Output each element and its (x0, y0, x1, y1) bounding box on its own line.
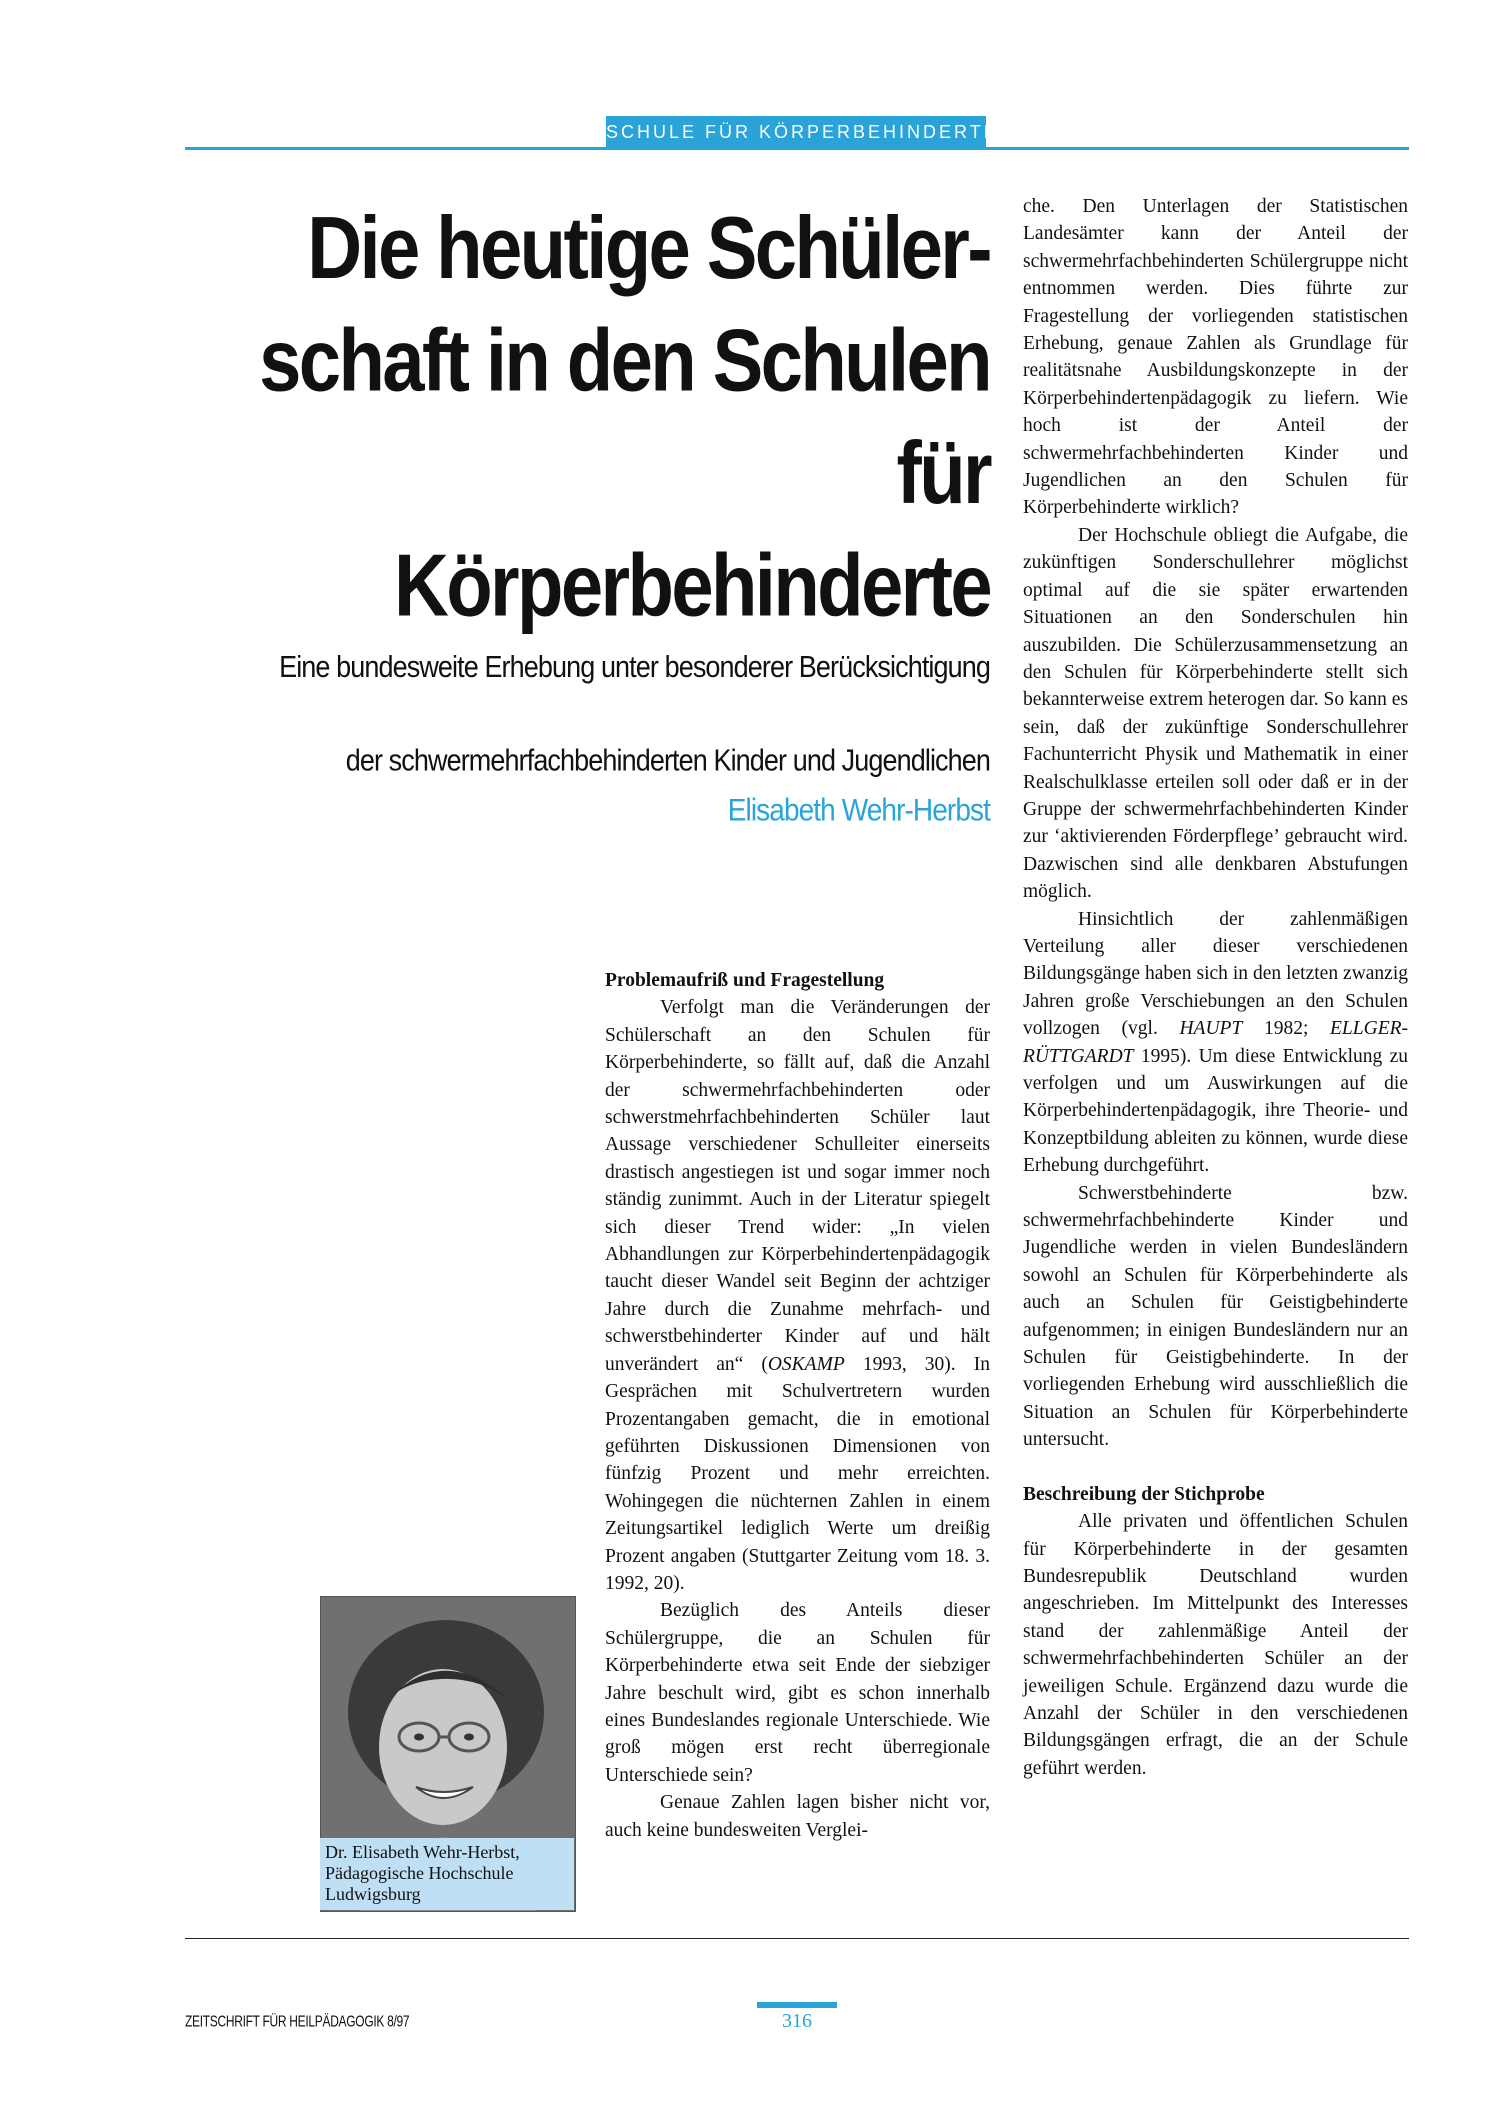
paragraph: Bezüglich des Anteils dieser Schülergruppe, die an Schulen für Körperbehinderte etwa seit Ende der siebziger Jahre beschult wird, gibt es schon innerhalb eines Bundeslandes regionale Unterschiede. Wie groß mögen erst recht überregionale Unterschiede sein? (605, 1600, 990, 1786)
citation-author: ELLGER-RÜTTGARDT (1023, 1018, 1409, 1067)
paragraph: Schwerstbehinderte bzw. schwermehrfachbehinderte Kinder und Jugendliche werden in vielen Bundesländern sowohl an Schulen für Körperbehinderte als auch an Schulen für Geistigbehinderte aufgenommen; in einigen Bundesländern nur an Schulen für Geistigbehinderte. In der vorliegenden Erhebung wird ausschließlich die Situation an Schulen für Körperbehinderte untersucht. (1023, 1182, 1408, 1451)
photo-caption (320, 1838, 574, 1910)
citation-author: HAUPT (1179, 1018, 1243, 1040)
paragraph: che. Den Unterlagen der Statistischen Landesämter kann der Anteil der schwermehrfachbehinderten Schülergruppe nicht entnommen werden. Dies führte zur Fragestellung der vorliegenden statistischen Erhebung, genaue Zahlen als Grundlage für realitätsnahe Ausbildungskonzepte in der Körperbehindertenpädagogik zu liefern. Wie hoch ist der Anteil der schwermehrfachbehinderten Kinder und Jugendlichen an den Schulen für Körperbehinderte wirklich? (1023, 196, 1408, 519)
paragraph: Der Hochschule obliegt die Aufgabe, die zukünftigen Sonderschullehrer möglichst optimal auf die sie später erwartenden Situationen an den Sonderschulen hin auszubilden. Die Schülerzusammensetzung an den Schulen für Körperbehinderte stellt sich bekannterweise extrem heterogen dar. So kann es sein, daß der zukünftige Sonderschullehrer Fachunterricht Physik und Mathematik in einer Realschulklasse erteilen soll oder daß er in der Gruppe der schwermehrfachbehinderten Kinder zur ‘aktivierenden Förderpflege’ gebraucht wird. Dazwischen sind alle denkbaren Abstufungen möglich. (1023, 524, 1408, 903)
caption-line-3: Ludwigsburg (325, 1884, 421, 1904)
title-line-2: schaft in den Schulen für (259, 311, 990, 523)
paragraph-text: Hinsichtlich der zahlenmäßigen Verteilung aller dieser verschiedenen Bildungsgänge haben sich in den letzten zwanzig Jahren große Verschiebungen an den Schulen vollzogen (vgl. (1023, 908, 1408, 1040)
article-title (185, 192, 990, 642)
paragraph: Genaue Zahlen lagen bisher nicht vor, auch keine bundesweiten Verglei- (605, 1792, 990, 1841)
article-subtitle (185, 620, 990, 807)
footer-rule (185, 1938, 1409, 1939)
section-label: SCHULE FÜR KÖRPERBEHINDERTE (606, 116, 986, 148)
paragraph-text: 1995). Um diese Entwicklung zu verfolgen und um Auswirkungen auf die Körperbehindertenpädagogik, ihre Theorie- und Konzeptbildung ableiten zu können, wurde diese Erhebung durchgeführt. (1023, 1045, 1408, 1177)
citation-author: OSKAMP (767, 1353, 845, 1375)
title-line-3: Körperbehinderte (393, 536, 990, 636)
text-column-left (605, 967, 990, 1844)
section-heading-sample: Beschreibung der Stichprobe (1023, 1483, 1265, 1505)
paragraph: Alle privaten und öffentlichen Schulen für Körperbehinderte in der gesamten Bundesrepublik Deutschland wurden angeschrieben. Im Mittelpunkt des Interesses stand der zahlenmäßige Anteil der schwermehrfachbehinderten Schüler an der jeweiligen Schule. Ergänzend dazu wurde die Anzahl der Schüler in den verschiedenen Bildungsgängen erfragt, die an der Schule geführt werden. (1023, 1511, 1408, 1779)
paragraph-text: 1982; (1242, 1018, 1331, 1040)
paragraph (605, 994, 990, 1597)
page-number: 316 (782, 2010, 812, 2032)
subtitle-line-1: Eine bundesweite Erhebung unter besonderer Berücksichtigung (279, 649, 990, 684)
caption-line-2: Pädagogische Hochschule (325, 1863, 514, 1883)
journal-name: ZEITSCHRIFT FÜR HEILPÄDAGOGIK 8/97 (185, 2012, 410, 2031)
spacer (1023, 1454, 1408, 1481)
page-number-tab (757, 2002, 837, 2008)
paragraph (1023, 906, 1408, 1180)
paragraph-text: Verfolgt man die Veränderungen der Schülerschaft an den Schulen für Körperbehinderte, so fällt auf, daß die Anzahl der schwermehrfachbehinderten oder schwerstmehrfachbehinderten Schüler laut Aussage verschiedener Schulleiter einerseits drastisch angestiegen ist und sogar immer noch ständig zunimmt. Auch in der Literatur spiegelt sich dieser Trend wider: „In vielen Abhandlungen zur Körperbehindertenpädagogik taucht dieser Wandel seit Beginn der achtziger Jahre durch die Zunahme mehrfach- und schwerstbehinderter Kinder auf und hält unverändert an“ ( (605, 997, 990, 1375)
subtitle-line-2: der schwermehrfachbehinderten Kinder und Jugendlichen (345, 743, 990, 778)
title-line-1: Die heutige Schüler- (307, 198, 990, 298)
caption-line-1: Dr. Elisabeth Wehr-Herbst, (325, 1842, 520, 1862)
paragraph-text: 1993, 30). In Gesprächen mit Schulvertretern wurden Prozentangaben gemacht, die in emotional geführten Diskussionen Dimensionen von fünfzig Prozent und mehr erreichten. Wohingegen die nüchternen Zahlen in einem Zeitungsartikel lediglich Werte um dreißig Prozent angaben (Stuttgarter Zeitung vom 18. 3. 1992, 20). (605, 1353, 990, 1594)
text-column-right (1023, 193, 1408, 1782)
section-heading-problem: Problemaufriß und Fragestellung (605, 970, 885, 991)
author-name: Elisabeth Wehr-Herbst (727, 792, 990, 828)
